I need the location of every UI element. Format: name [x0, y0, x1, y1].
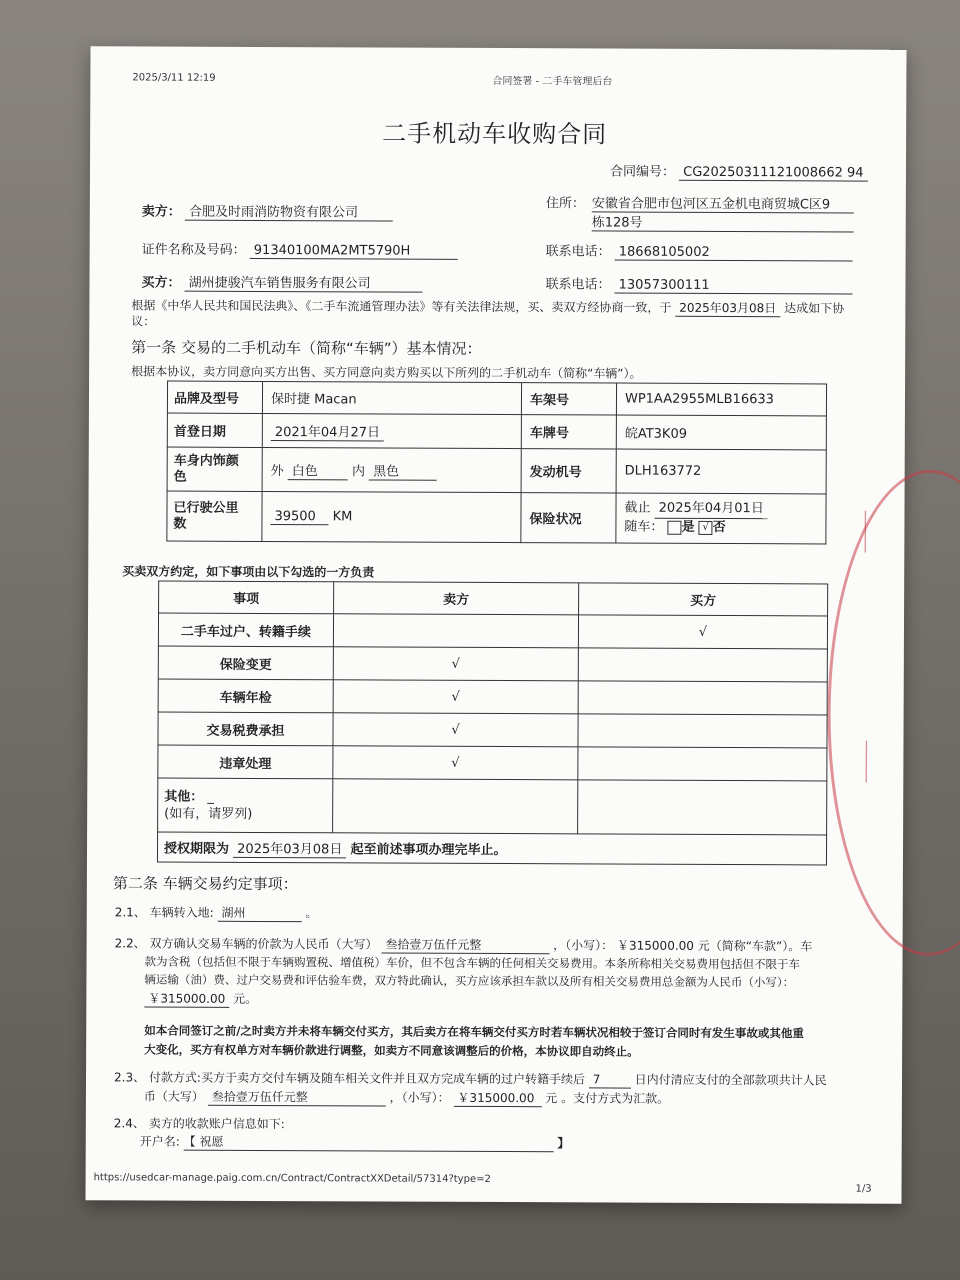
- resp-item: 保险变更: [158, 646, 333, 680]
- resp-seller-mark: [333, 614, 578, 648]
- clause-2-3-line1: [114, 1068, 827, 1089]
- price-upper: 叁拾壹万伍仟元整: [381, 936, 549, 955]
- total-amount: ￥315000.00: [144, 989, 229, 1007]
- clause-2-2-text-a: 双方确认交易车辆的价款为人民币（大写）: [149, 936, 378, 952]
- clause-2-3-line2: [144, 1087, 669, 1107]
- clause-2-2-line4: [144, 989, 257, 1007]
- resp-other-cell: [158, 778, 333, 833]
- intro-text-b: 达成如下协: [784, 301, 845, 316]
- insurance-cell: [616, 493, 826, 544]
- seller-row: [142, 200, 393, 221]
- vin-label: 车架号: [521, 383, 616, 415]
- company-seal: [827, 469, 960, 956]
- buyer-name: 湖州捷骏汽车销售服务有限公司: [185, 272, 423, 293]
- buyer-phone-label: 联系电话：: [545, 277, 611, 293]
- account-close-bracket: 】: [557, 1136, 570, 1151]
- total-unit: 元。: [233, 991, 258, 1006]
- seal-glyphs-top: ⸺: [851, 509, 882, 554]
- engine-label: 发动机号: [521, 449, 616, 493]
- clause-2-1-num: 2.1、: [114, 905, 146, 920]
- resp-seller-mark: √: [333, 647, 578, 681]
- reg-date-label: 首登日期: [167, 413, 262, 447]
- clause-2-4-num: 2.4、: [113, 1116, 145, 1131]
- mileage-value: 39500: [270, 509, 328, 525]
- buyer-label: 买方：: [141, 275, 181, 291]
- resp-buyer-mark: [578, 648, 827, 682]
- yes-label: 是: [681, 519, 695, 535]
- seller-name: 合肥及时雨消防物资有限公司: [185, 201, 393, 222]
- address-line1: 安徽省合肥市包河区五金机电商贸城C区9: [592, 192, 854, 213]
- buyer-phone: 13057300111: [615, 278, 853, 295]
- clause-2-1-value: 湖州: [217, 904, 301, 922]
- resp-item: 交易税费承担: [158, 712, 333, 746]
- address-label: 住所：: [545, 196, 585, 212]
- article1-heading: 第一条 交易的二手机动车（简称“车辆”）基本情况：: [131, 338, 482, 358]
- buyer-phone-row: [545, 273, 852, 294]
- bold-clause-line1: 如本合同签订之前/之时卖方并未将车辆交付买方，其后卖方在将车辆交付买方时若车辆状况相较于签订合同时有发生事故或其他重: [144, 1023, 804, 1041]
- footer-url: https://usedcar-manage.paig.com.cn/Contract/ContractXXDetail/57314?type=2: [93, 1172, 491, 1185]
- seal-glyphs-bottom: ⸺: [852, 739, 883, 784]
- insurance-until: 2025年04月01日: [655, 500, 768, 519]
- outer-color: 白色: [288, 460, 348, 480]
- resp-other-value: _: [207, 789, 214, 805]
- resp-header-buyer: 买方: [579, 583, 828, 616]
- clause-2-2-text-b: ，（小写）：: [553, 938, 614, 953]
- no-checkbox[interactable]: √: [699, 520, 713, 534]
- color-label-line1: 车身内饰颜: [173, 453, 239, 469]
- reg-date-cell: [262, 413, 521, 448]
- id-row: [142, 238, 458, 259]
- resp-seller-mark: √: [333, 713, 578, 747]
- deadline-label: 授权期限为: [163, 841, 230, 857]
- clause-2-1-end: 。: [305, 906, 318, 921]
- clause-2-2-line3: 辆运输（油）费、过户交易费和评估验车费，双方特此确认，买方应该承担车款以及所有相关交易费用总金额为人民币（小写）：: [144, 972, 795, 990]
- id-label: 证件名称及号码：: [141, 242, 246, 258]
- clause-2-3-text-d: ，（小写）：: [389, 1090, 450, 1105]
- resp-item: 二手车过户、转籍手续: [158, 613, 333, 647]
- insurance-label: 保险状况: [521, 493, 616, 543]
- contract-number-label: 合同编号：: [609, 164, 676, 180]
- payment-amount: ￥315000.00: [453, 1089, 541, 1107]
- seller-phone: 18668105002: [615, 245, 853, 262]
- seller-phone-row: [546, 240, 853, 261]
- responsibility-lead: [122, 562, 374, 580]
- intro-text-a: 根据《中华人民共和国民法典》、《二手车流通管理办法》等有关法律法规，买、卖双方经协商一致，于: [131, 298, 672, 315]
- deadline-tail: 起至前述事项办理完毕止。: [350, 841, 507, 858]
- print-datetime: 2025/3/11 12:19: [132, 72, 216, 84]
- color-label: [167, 447, 262, 491]
- brand-label: 品牌及型号: [167, 381, 262, 413]
- color-values: [262, 447, 521, 492]
- print-page-title: 合同签署 - 二手车管理后台: [492, 75, 613, 88]
- address-line2: 栋128号: [592, 211, 854, 232]
- contract-page: [85, 46, 906, 1204]
- insurance-until-label: 截止: [624, 500, 651, 516]
- no-label: 否: [712, 519, 726, 536]
- mileage-cell: [262, 491, 521, 542]
- inner-color: 黑色: [369, 460, 437, 480]
- payment-upper: 叁拾壹万伍仟元整: [208, 1088, 386, 1107]
- responsibility-table: [157, 581, 828, 866]
- plate-label: 车牌号: [521, 415, 616, 449]
- resp-other-note: (如有，请罗列): [164, 806, 253, 822]
- resp-item: 车辆年检: [158, 679, 333, 713]
- color-label-line2: 色: [173, 469, 187, 485]
- engine-value: DLH163772: [616, 449, 826, 494]
- resp-buyer-mark: √: [578, 615, 827, 649]
- clause-2-3-text-c: 币（大写）: [143, 1089, 204, 1104]
- footer-page-number: 1/3: [855, 1183, 872, 1195]
- clause-2-2-num: 2.2、: [114, 936, 146, 951]
- resp-header-seller: 卖方: [334, 582, 579, 615]
- clause-2-3-text-a: 付款方式:买方于卖方交付车辆及随车相关文件并且双方完成车辆的过户转籍手续后: [148, 1070, 586, 1087]
- clause-2-1: [115, 903, 318, 922]
- resp-buyer-mark: [578, 681, 827, 715]
- inner-color-label: 内: [351, 463, 366, 479]
- intro-line: [131, 296, 844, 317]
- mileage-label: [167, 491, 262, 541]
- clause-2-3-num: 2.3、: [113, 1070, 146, 1085]
- clause-2-4-text: 卖方的收款账户信息如下:: [148, 1116, 285, 1132]
- resp-deadline-row: [157, 832, 826, 865]
- mileage-label-line2: 数: [173, 516, 187, 532]
- resp-seller-mark: √: [333, 680, 578, 714]
- clause-2-1-label: 车辆转入地:: [149, 905, 214, 920]
- responsibility-lead-text: 买卖双方约定，如下事项由以下勾选的一方负责: [122, 564, 375, 580]
- resp-buyer-mark: [578, 747, 827, 781]
- clause-2-3-text-e: 元 。支付方式为汇款。: [545, 1091, 670, 1106]
- account-row: [140, 1132, 570, 1152]
- with-car-label: 随车：: [624, 519, 664, 535]
- mileage-unit: KM: [332, 508, 353, 524]
- account-open-bracket: 【: [183, 1134, 196, 1149]
- price-amount: ￥315000.00: [617, 938, 694, 953]
- account-label: 开户名:: [139, 1134, 180, 1149]
- id-number: 91340100MA2MT5790H: [250, 243, 458, 260]
- intro-date: 2025年03月08日: [675, 299, 780, 317]
- contract-title: 二手机动车收购合同: [382, 119, 608, 149]
- contract-number: CG20250311121008662 94: [679, 165, 868, 182]
- yes-checkbox[interactable]: [668, 520, 682, 534]
- clause-2-3-text-b: 日内付清应支付的全部款项共计人民: [634, 1072, 827, 1088]
- intro-text-c: 议：: [131, 314, 156, 329]
- resp-item: 违章处理: [158, 745, 333, 779]
- resp-header-item: 事项: [159, 581, 334, 614]
- account-field: [184, 1133, 554, 1153]
- payment-days: 7: [589, 1072, 631, 1088]
- seller-label: 卖方：: [141, 204, 181, 220]
- resp-buyer-mark: [578, 714, 827, 748]
- deadline-date: 2025年03月08日: [233, 837, 346, 857]
- reg-date-value: 2021年04月27日: [271, 421, 384, 441]
- vehicle-table: [166, 381, 827, 545]
- account-name: 祝愿: [199, 1134, 224, 1149]
- clause-2-4: [114, 1114, 285, 1132]
- resp-other-seller: [333, 779, 578, 834]
- vin-value: WP1AA2955MLB16633: [616, 383, 826, 416]
- clause-2-2-line2: 款为含税（包括但不限于车辆购置税、增值税）车价，但不包含车辆的任何相关交易费用。本条所称相关交易费用包括但不限于车: [144, 954, 801, 972]
- buyer-row: [141, 271, 422, 292]
- contract-number-row: [610, 160, 868, 181]
- seller-phone-label: 联系电话：: [545, 244, 611, 260]
- plate-value: 皖AT3K09: [616, 415, 826, 450]
- resp-other-label: 其他：: [164, 789, 204, 805]
- clause-2-2-text-c: 元（简称“车款”）。车: [697, 938, 813, 954]
- outer-color-label: 外: [270, 463, 284, 479]
- brand-value: 保时捷 Macan: [262, 381, 521, 414]
- resp-other-buyer: [578, 780, 827, 835]
- article1-lead: 根据本协议，卖方同意向买方出售、买方同意向卖方购买以下所列的二手机动车（简称“车辆”）。: [131, 364, 642, 381]
- bold-clause-line2: 大变化，买方有权单方对车辆价款进行调整，如卖方不同意该调整后的价格，本协议即自动终止。: [144, 1042, 639, 1059]
- mileage-label-line1: 已行驶公里: [173, 500, 239, 516]
- clause-2-2-line1: [115, 934, 813, 955]
- resp-seller-mark: √: [333, 746, 578, 780]
- article2-heading: 第二条 车辆交易约定事项：: [112, 874, 298, 894]
